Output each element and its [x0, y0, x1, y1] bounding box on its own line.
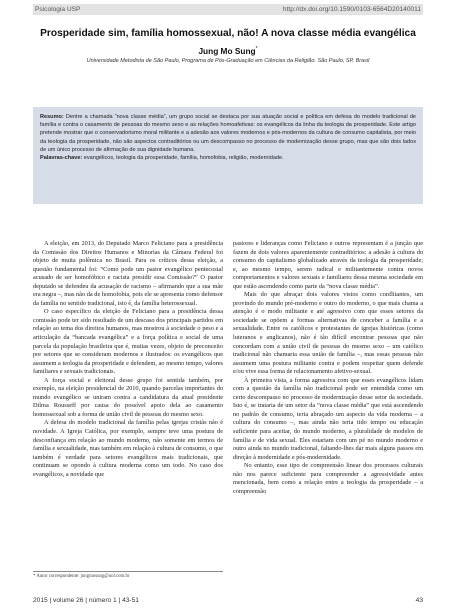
paragraph: A defesa do modelo tradicional da família pelas igrejas cristãs não é novidade. A Igreja Católica, por exemplo, sempre teve uma postura de desconfiança em relação ao mundo moderno, não somente em termos de família e sexualidade, mas também em relação à cultura de consumo, o que também é verdade para setores evangélicos mais tradicionais, que continuam se opondo à cultura moderna como um todo. No caso dos evangélicos, a novidade que [33, 419, 223, 478]
page-footer [33, 597, 423, 604]
author-footnote-mark: * [255, 46, 258, 53]
article-title: Prosperidade sim, família homossexual, não! A nova classe média evangélica [40, 28, 416, 39]
paragraph: No entanto, esse tipo de compreensão linear dos processos culturais não nos parece suficiente para compreender a agressividade antes mencionada, bem como a relação entre a teologia da prosperidade – a compreensão [233, 462, 423, 495]
author-affiliation: Universidade Metodista de São Paulo, Programa de Pós-Graduação em Ciências da Religião. São Paulo, SP, Brasil [86, 58, 370, 64]
paragraph: A eleição, em 2013, do Deputado Marco Feliciano para a presidência da Comissão dos Direitos Humanos e Minorias da Câmara Federal foi objeto de muita polêmica no Brasil. Para os críticos dessa eleição, a questão fundamental foi: “Como pode um pastor evangélico pentecostal acusado de ser homofóbico e racista presidir essa Comissão?” O pastor deputado se defendeu da acusação de racismo – afirmando que a sua mãe era negra –, mas não da de homofobia, pois ele se apresenta como defensor da família no sentido tradicional, isto é, da família heterossexual. [33, 240, 223, 307]
paragraph: pastores e lideranças como Feliciano e outros representam é a junção que fazem de dois valores aparentemente contraditórios: a adesão à cultura do consumo do capitalismo globalizado através da teologia da prosperidade; e, ao mesmo tempo, serem radical e militantemente contra novos comportamentos e valores sexuais e familiares dessa mesma sociedade em que estão ascendendo como parte da “nova classe média”. [233, 240, 423, 290]
abstract-box [33, 107, 423, 204]
keywords-label: Palavras-chave: [40, 155, 83, 162]
footnote: * Autor correspondente: jungmosung@uol.com.br [33, 571, 223, 579]
page-number: 43 [415, 597, 423, 604]
body-column-left [33, 240, 223, 479]
paragraph: Mais do que abraçar dois valores vistos como conflitantes, um provindo do mundo pré-moderno e outro do moderno, o que mais chama a atenção é o modo militante e até agressivo com que esses setores da sociedade se opõem a formas alternativas de conceber a família e a sexualidade. Entre os católicos e protestantes de igrejas históricas (como luteranos e anglicanos), não é tão difícil encontrar pessoas que não concordam com a união civil de pessoas do mesmo sexo – um católico tradicional não chamaria essa união de família –, mas essas pessoas não assumem uma postura militante contra e podem respeitar quem defende e/ou vive essa forma de relacionamento afetivo-sexual. [233, 291, 423, 376]
issue-info: 2015 | volume 26 | número 1 | 43-51 [33, 597, 139, 604]
abstract-text: Dentre a chamada “nova classe média”, um grupo social se destaca por sua atuação social e política em defesa do modelo tradicional de família e contra o casamento de pessoas do mesmo sexo e as relações homoafetivas: os evangélicos da linha da teologia da prosperidade. Este artigo pretende mostrar que o conservadorismo moral militante e a adesão aos valores modernos e pós-modernos da cultura de consumo capitalista, por meio da teologia da prosperidade, não são aspectos contraditórios ou um descompasso no processo de modernização desse grupo, mas que são dois lados de um único processo de afirmação de sua dignidade humana. [40, 114, 416, 153]
author-line [33, 46, 423, 56]
paragraph: O caso específico da eleição de Feliciano para a presidência dessa comissão pode ter sido resultado de um descaso dos principais partidos em relação ao tema dos direitos humanos, mas mostrou à sociedade o peso e a articulação da “bancada evangélica” e a força política e social de uma parcela da população brasileira que é, muitas vezes, objeto de preconceito por setores que se consideram modernos e ilustrados: os evangélicos que assumem a teologia da prosperidade e defendem, ao mesmo tempo, valores familiares e sexuais tradicionais. [33, 308, 223, 376]
doi-link[interactable]: http://dx.doi.org/10.1590/0103-6564D20140011 [282, 6, 421, 13]
journal-name: Psicologia USP [35, 6, 81, 13]
keywords-text: evangélicos, teologia da prosperidade, família, homofobia, religião, modernidade. [83, 155, 284, 162]
running-header [33, 4, 423, 15]
abstract-label: Resumo: [40, 114, 64, 120]
paragraph: À primeira vista, a forma agressiva com que esses evangélicos lidam com a questão da família não tradicional pode ser entendida como um certo descompasso no processo de modernização desse setor da sociedade. Isto é, se trataria de um setor da “nova classe média” que está ascendendo no padrão de consumo, teria abraçado um aspecto da vida moderna – a cultura do consumo –, mas ainda não teria tido tempo ou educação suficiente para aceitar, do mundo moderno, a pluralidade de modelos de família e de vida sexual. Eles estariam com um pé no mundo moderno e outro ainda no mundo tradicional, faltando-lhes dar mais alguns passos em direção à modernidade e pós-modernidade. [233, 376, 423, 461]
body-column-right [233, 240, 423, 496]
author-name: Jung Mo Sung [198, 46, 256, 56]
paragraph: A força social e eleitoral desse grupo foi sentida também, por exemplo, na eleição presidencial de 2010, quando parcelas importantes do mundo evangélico se uniram contra a candidatura da atual presidente Dilma Rousseff por causa do possível apoio dela ao casamento homossexual sob a forma de união civil de pessoas do mesmo sexo. [33, 376, 223, 418]
